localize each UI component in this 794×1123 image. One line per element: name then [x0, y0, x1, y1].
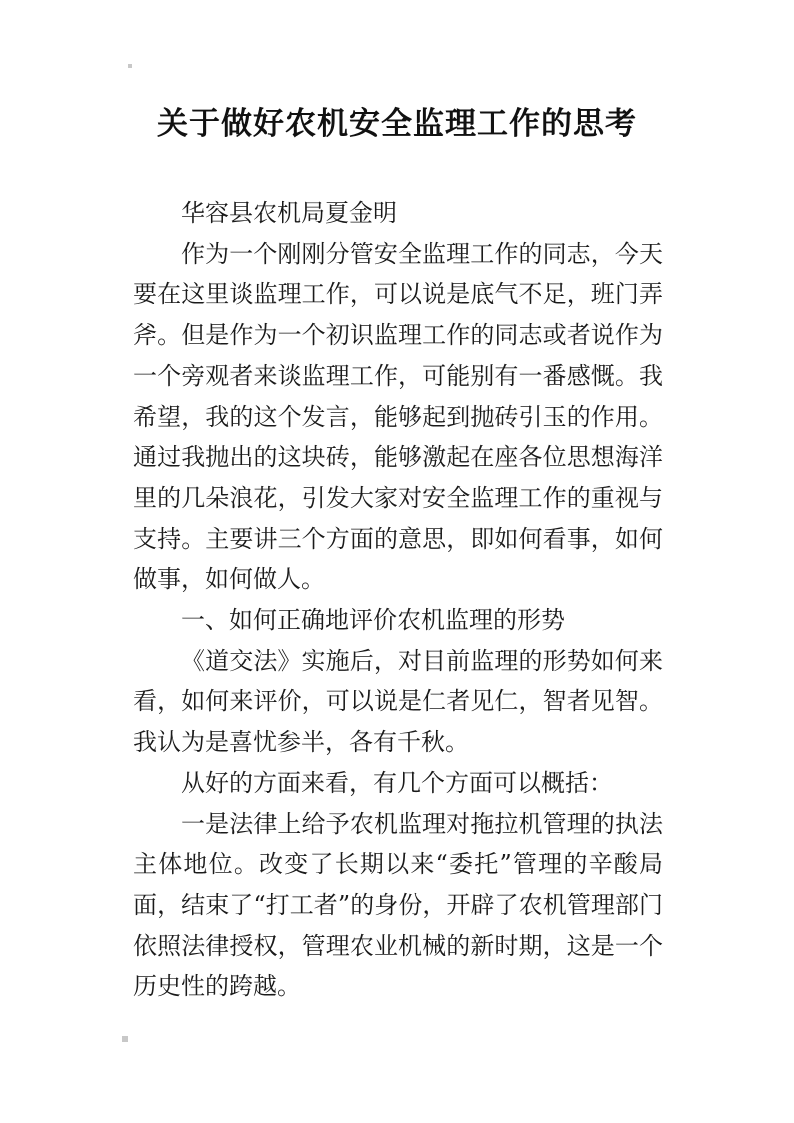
document-body: [133, 193, 663, 1007]
document-title: 关于做好农机安全监理工作的思考: [157, 106, 637, 142]
author-line: 华容县农机局夏金明: [181, 199, 397, 227]
paragraph: 《道交法》实施后，对目前监理的形势如何来看，如何来评价，可以说是仁者见仁，智者见智。我认为是喜忧参半，各有千秋。: [133, 646, 663, 757]
scan-mark: [122, 1036, 128, 1042]
section-heading: 一、如何正确地评价农机监理的形势: [181, 606, 565, 635]
paragraph: 作为一个刚刚分管安全监理工作的同志，今天要在这里谈监理工作，可以说是底气不足，班门弄斧。但是作为一个初识监理工作的同志或者说作为一个旁观者来谈监理工作，可能别有一番感慨。我希望，我的这个发言，能够起到抛砖引玉的作用。通过我抛出的这块砖，能够激起在座各位思想海洋里的几朵浪花，引发大家对安全监理工作的重视与支持。主要讲三个方面的意思，即如何看事，如何做事，如何做人。: [133, 239, 663, 594]
scan-mark: [128, 64, 132, 68]
paragraph: 一是法律上给予农机监理对拖拉机管理的执法主体地位。改变了长期以来“委托”管理的辛酸局面，结束了“打工者”的身份，开辟了农机管理部门依照法律授权，管理农业机械的新时期，这是一个历史性的跨越。: [133, 809, 663, 1001]
paragraph: 从好的方面来看，有几个方面可以概括：: [181, 768, 613, 797]
